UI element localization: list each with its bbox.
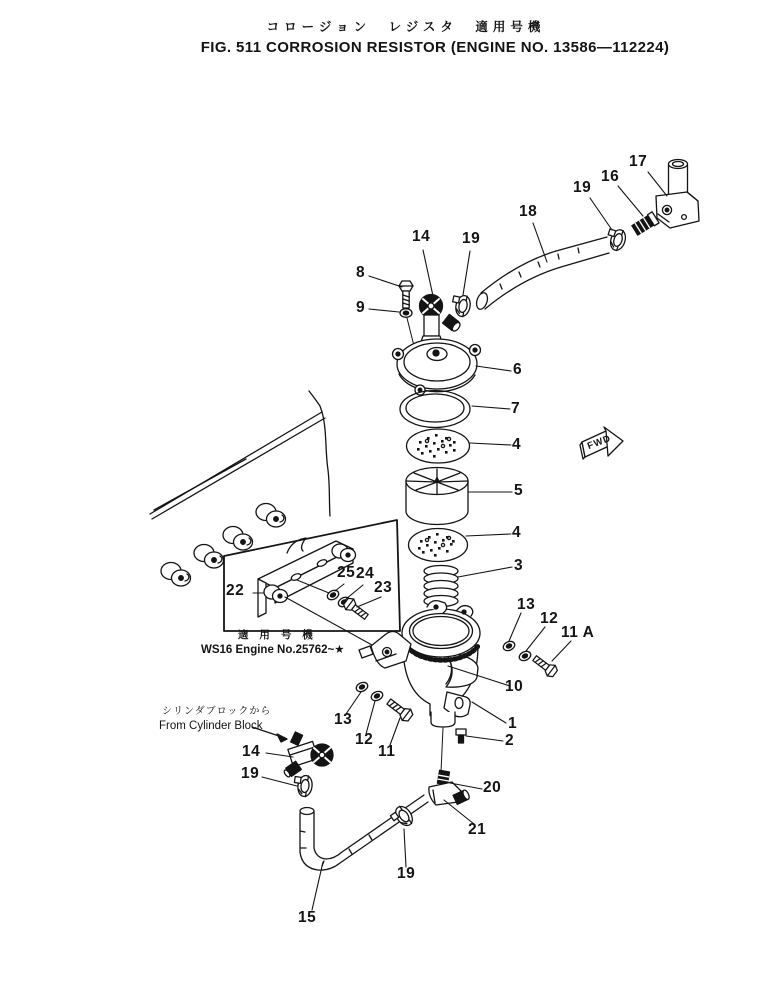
part-body-10 [359, 601, 480, 727]
callout-10: 10 [505, 678, 524, 695]
applicability-note: WS16 Engine No.25762~★ [201, 644, 345, 656]
callout-1: 1 [508, 715, 518, 732]
callout-9: 9 [356, 299, 366, 316]
callout-13-right: 13 [517, 596, 536, 613]
callout-8: 8 [356, 264, 366, 281]
callout-24: 24 [356, 565, 375, 582]
callout-19-bottom-left: 19 [241, 765, 260, 782]
page-title: FIG. 511 CORROSION RESISTOR (ENGINE NO. 13586—112224) [200, 39, 670, 56]
callout-4-lower: 4 [512, 524, 522, 541]
part-element-5 [406, 468, 468, 525]
part-cover-6 [393, 339, 481, 395]
callout-22: 22 [226, 582, 245, 599]
fwd-label: FWD [585, 432, 613, 453]
part-bolt-8 [399, 281, 413, 308]
part-elbow-20-21 [429, 770, 471, 805]
part-clamp-19-top-right [604, 227, 628, 253]
part-clamp-19-top [450, 293, 472, 317]
callout-11: 11 [378, 743, 396, 760]
callout-12-right: 12 [540, 610, 559, 627]
part-nipple-16 [631, 212, 659, 236]
callout-21: 21 [468, 821, 487, 838]
callout-14-lower: 14 [242, 743, 261, 760]
callout-15: 15 [298, 909, 317, 926]
callout-14-upper: 14 [412, 228, 431, 245]
part-hose-15 [300, 795, 428, 870]
part-cock-14-lower [283, 732, 333, 779]
part-plate-4-upper [407, 429, 470, 463]
callout-3: 3 [514, 557, 524, 574]
callout-5: 5 [514, 482, 524, 499]
callout-7: 7 [511, 400, 521, 417]
part-plug-2 [456, 729, 466, 743]
part-washer-9 [400, 309, 412, 318]
callout-13-left: 13 [334, 711, 353, 728]
part-washer-13-left [355, 681, 370, 694]
part-washer-12-right [518, 650, 533, 663]
callout-18: 18 [519, 203, 538, 220]
callout-6: 6 [513, 361, 523, 378]
part-washer-12-left [370, 690, 385, 703]
part-elbow-17 [656, 160, 699, 229]
callout-19-top-right: 19 [573, 179, 592, 196]
cylinder-block-note: From Cylinder Block [159, 720, 263, 732]
callout-4-upper: 4 [512, 436, 522, 453]
callout-16: 16 [601, 168, 620, 185]
page-title-japanese: コロージョン レジスタ 適用号機 [266, 20, 546, 34]
applicability-note-japanese: 適 用 号 機 [238, 629, 317, 641]
callout-2: 2 [505, 732, 515, 749]
callout-19-upper: 19 [462, 230, 481, 247]
part-gasket-7 [400, 391, 470, 428]
callout-19-bottom-middle: 19 [397, 865, 416, 882]
callout-17: 17 [629, 153, 648, 170]
part-spring-3 [424, 566, 458, 607]
callout-25: 25 [337, 564, 356, 581]
callout-11a: 11 A [561, 624, 595, 641]
callout-12-left: 12 [355, 731, 374, 748]
part-plate-4-lower [409, 529, 468, 562]
part-washer-25 [326, 588, 341, 601]
callout-20: 20 [483, 779, 502, 796]
part-bolt-11a [531, 653, 559, 679]
cylinder-block-note-japanese: シリンダブロックから [162, 706, 272, 717]
callout-23: 23 [374, 579, 393, 596]
